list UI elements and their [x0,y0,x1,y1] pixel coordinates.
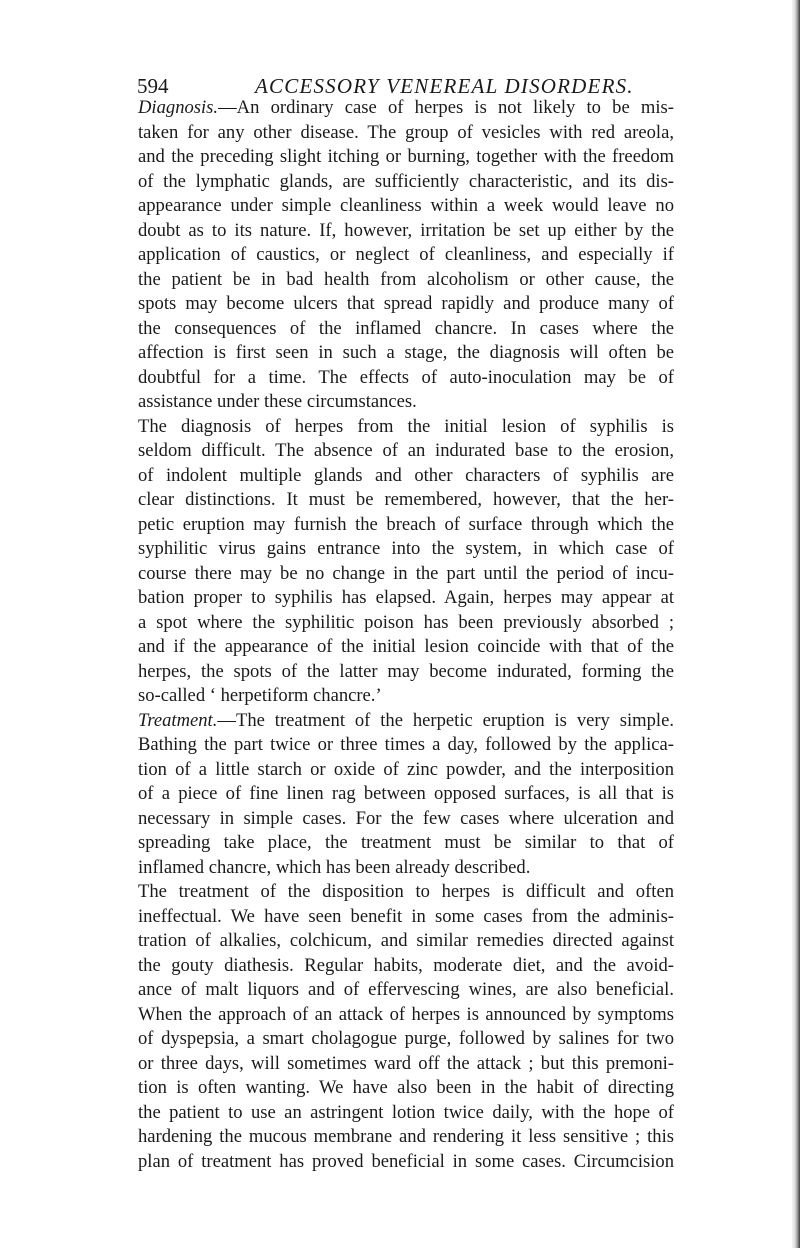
line-text: the gouty diathesis. Regular habits, moderate diet, and the avoid- [138,954,674,976]
text-line [138,537,674,562]
line-text: syphilitic virus gains entrance into the system, in which case of [138,538,674,559]
line-text: course there may be no change in the part until the period of incu- [138,562,674,584]
text-line [138,1027,674,1052]
text-line [138,954,674,979]
text-line [138,856,674,881]
text-line [138,1101,674,1126]
line-text: doubtful for a time. The effects of auto-inoculation may be of [138,366,674,388]
text-line [138,635,674,660]
text-line [138,170,674,195]
text-line [138,807,674,832]
body-text [138,96,674,1174]
text-line [138,562,674,587]
text-line [138,1052,674,1077]
text-line [138,243,674,268]
text-line [138,268,674,293]
line-text: taken for any other disease. The group of vesicles with red areola, [138,121,674,143]
line-text: The treatment of the disposition to herpes is difficult and often [138,881,674,902]
text-line [138,292,674,317]
text-line [138,978,674,1003]
section-lead: Diagnosis. [138,97,219,118]
line-text: —An ordinary case of herpes is not likely to be mis- [218,97,674,118]
text-line [138,1125,674,1150]
line-text: of the lymphatic glands, are sufficiently characteristic, and its dis- [138,170,674,192]
line-text: spreading take place, the treatment must be similar to that of [138,832,674,853]
line-text: plan of treatment has proved beneficial in some cases. Circumcision [138,1150,674,1172]
text-line [138,513,674,538]
text-line [138,905,674,930]
line-text: assistance under these circumstances. [138,391,417,412]
text-line [138,194,674,219]
line-text: clear distinctions. It must be remembered, however, that the her- [138,489,674,510]
line-text: hardening the mucous membrane and rendering it less sensitive ; this [138,1126,674,1147]
section-lead: Treatment. [138,709,218,731]
text-line [138,1003,674,1028]
line-text: ance of malt liquors and of effervescing wines, are also beneficial. [138,979,674,1000]
line-text: doubt as to its nature. If, however, irritation be set up either by the [138,219,674,241]
text-line [138,831,674,856]
line-text: and if the appearance of the initial lesion coincide with that of the [138,636,674,657]
text-line [138,96,674,121]
line-text: a spot where the syphilitic poison has been previously absorbed ; [138,611,674,633]
line-text: of dyspepsia, a smart cholagogue purge, followed by salines for two [138,1028,674,1049]
line-text: tion of a little starch or oxide of zinc powder, and the interposition [138,758,674,780]
text-line [138,366,674,391]
line-text: —The treatment of the herpetic eruption is very simple. [217,709,674,731]
line-text: so-called ‘ herpetiform chancre.’ [138,685,382,706]
line-text: affection is first seen in such a stage, the diagnosis will often be [138,342,674,363]
text-line [138,341,674,366]
line-text: When the approach of an attack of herpes is announced by symptoms [138,1003,674,1025]
text-line [138,684,674,709]
text-line [138,317,674,342]
line-text: tration of alkalies, colchicum, and similar remedies directed against [138,930,674,951]
text-line [138,1076,674,1101]
line-text: Bathing the part twice or three times a day, followed by the applica- [138,734,674,755]
text-line [138,611,674,636]
text-line [138,709,674,734]
text-line [138,464,674,489]
line-text: inflamed chancre, which has been already described. [138,856,531,878]
page-number: 594 [137,74,169,98]
line-text: the patient be in bad health from alcoholism or other cause, the [138,268,674,290]
line-text: or three days, will sometimes ward off the attack ; but this premoni- [138,1052,674,1074]
text-line [138,390,674,415]
line-text: necessary in simple cases. For the few cases where ulceration and [138,807,674,829]
line-text: seldom difficult. The absence of an indurated base to the erosion, [138,440,674,461]
line-text: the patient to use an astringent lotion twice daily, with the hope of [138,1101,674,1123]
text-line [138,488,674,513]
line-text: petic eruption may furnish the breach of surface through which the [138,513,674,535]
line-text: The diagnosis of herpes from the initial lesion of syphilis is [138,415,674,437]
line-text: and the preceding slight itching or burning, together with the freedom [138,146,674,167]
text-line [138,145,674,170]
text-line [138,782,674,807]
line-text: appearance under simple cleanliness within a week would leave no [138,195,674,216]
line-text: of indolent multiple glands and other characters of syphilis are [138,464,674,486]
running-head [137,74,697,98]
line-text: tion is often wanting. We have also been in the habit of directing [138,1077,674,1098]
text-line [138,219,674,244]
text-line [138,733,674,758]
text-line [138,758,674,783]
line-text: ineffectual. We have seen benefit in some cases from the adminis- [138,905,674,927]
text-line [138,439,674,464]
line-text: of a piece of fine linen rag between opposed surfaces, is all that is [138,783,674,804]
line-text: the consequences of the inflamed chancre. In cases where the [138,317,674,339]
line-text: spots may become ulcers that spread rapidly and produce many of [138,293,674,314]
text-line [138,121,674,146]
text-line [138,660,674,685]
text-line [138,880,674,905]
line-text: bation proper to syphilis has elapsed. Again, herpes may appear at [138,587,674,608]
running-title: ACCESSORY VENEREAL DISORDERS. [255,74,634,98]
line-text: application of caustics, or neglect of cleanliness, and especially if [138,244,674,265]
text-line [138,415,674,440]
line-text: herpes, the spots of the latter may become indurated, forming the [138,660,674,682]
text-line [138,1150,674,1175]
text-line [138,929,674,954]
text-line [138,586,674,611]
page-edge-shadow [792,0,800,1248]
